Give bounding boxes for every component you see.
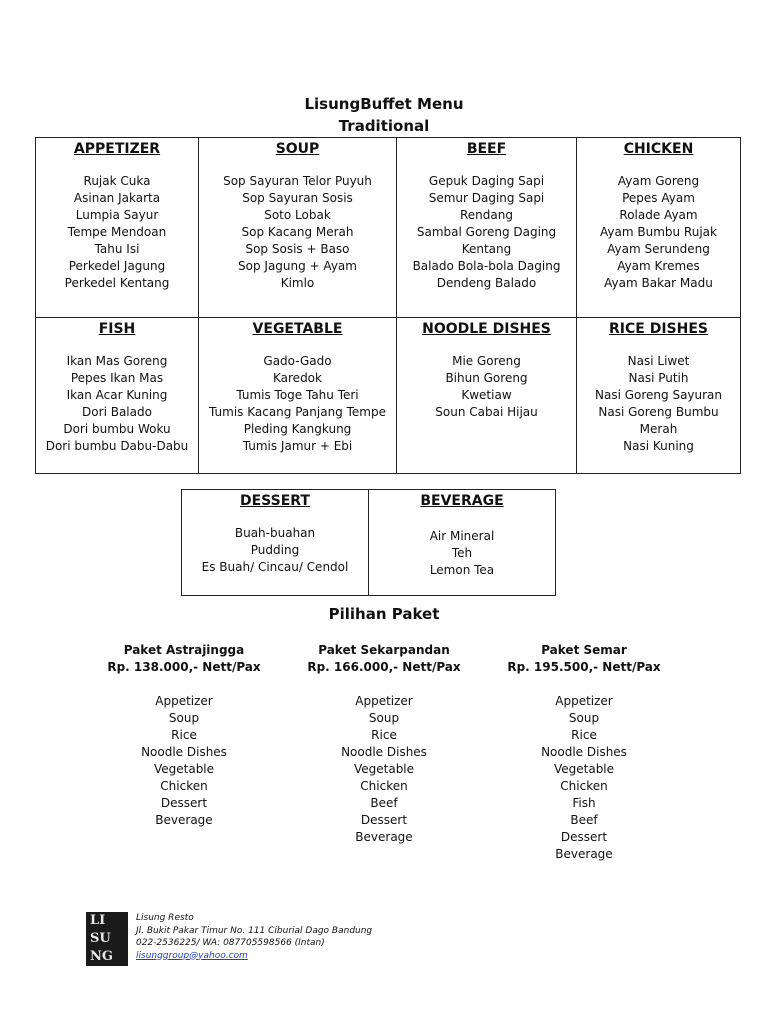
category-heading: CHICKEN <box>623 141 694 157</box>
menu-item: Kentang <box>461 242 512 256</box>
package-name: Paket Semar <box>541 643 627 657</box>
resto-address: Jl. Bukit Pakar Timur No. 111 Ciburial Dago Bandung <box>136 925 373 936</box>
package-items <box>484 693 684 863</box>
menu-item: Semur Daging Sapi <box>428 191 545 205</box>
menu-item: Noodle Dishes <box>141 745 227 759</box>
menu-item: Tumis Jamur + Ebi <box>242 439 353 453</box>
menu-item: Sop Sayuran Telor Puyuh <box>223 174 372 188</box>
menu-item: Ayam Goreng <box>617 174 700 188</box>
package-sekarpandan <box>284 642 484 846</box>
menu-item: Lumpia Sayur <box>75 208 159 222</box>
category-cell-dessert <box>182 490 369 596</box>
dessert-row <box>182 490 556 596</box>
package-name: Paket Astrajingga <box>123 643 245 657</box>
menu-item: Dessert <box>560 830 608 844</box>
lisung-logo <box>86 912 128 966</box>
menu-item: Merah <box>639 422 678 436</box>
menu-item: Vegetable <box>353 762 415 776</box>
menu-item: Tahu Isi <box>94 242 140 256</box>
category-cell-chicken <box>577 138 741 318</box>
menu-item: Ayam Kremes <box>617 259 700 273</box>
category-heading: NOODLE DISHES <box>422 321 551 337</box>
menu-item: Chicken <box>360 779 408 793</box>
category-heading: VEGETABLE <box>252 321 343 337</box>
menu-item: Sop Jagung + Ayam <box>238 259 357 273</box>
email-link[interactable]: lisunggroup@yahoo.com <box>136 950 248 961</box>
resto-name: Lisung Resto <box>136 913 194 923</box>
menu-item: Dessert <box>360 813 408 827</box>
menu-item: Rujak Cuka <box>83 174 151 188</box>
menu-item: Pepes Ayam <box>622 191 695 205</box>
menu-item: Beverage <box>155 813 213 827</box>
menu-item: Dessert <box>160 796 208 810</box>
category-cell-rice-dishes <box>577 318 741 474</box>
category-items <box>182 525 368 576</box>
menu-grid <box>35 137 741 474</box>
menu-item: Pudding <box>250 543 300 557</box>
menu-item: Appetizer <box>155 694 213 708</box>
menu-item: Appetizer <box>355 694 413 708</box>
contact-block <box>136 912 372 962</box>
category-items <box>397 173 576 292</box>
menu-item: Ikan Mas Goreng <box>66 354 168 368</box>
category-items <box>199 353 396 455</box>
category-items <box>369 528 555 579</box>
package-price: Rp. 138.000,- Nett/Pax <box>107 660 261 674</box>
menu-item: Air Mineral <box>429 529 495 543</box>
menu-item: Ayam Bakar Madu <box>604 276 713 290</box>
category-cell-vegetable <box>199 318 397 474</box>
menu-row-2 <box>36 318 741 474</box>
category-heading: FISH <box>98 321 136 337</box>
menu-item: Appetizer <box>555 694 613 708</box>
menu-item: Balado Bola-bola Daging <box>412 259 561 273</box>
logo-letters-3: NG <box>90 949 113 964</box>
category-cell-soup <box>199 138 397 318</box>
menu-item: Rice <box>371 728 397 742</box>
category-items <box>577 353 740 455</box>
menu-item: Rendang <box>460 208 513 222</box>
menu-item: Kimlo <box>280 276 315 290</box>
category-heading: SOUP <box>275 141 320 157</box>
category-heading: RICE DISHES <box>609 321 708 337</box>
menu-item: Vegetable <box>553 762 615 776</box>
package-price: Rp. 195.500,- Nett/Pax <box>507 660 661 674</box>
menu-item: Asinan Jakarta <box>73 191 161 205</box>
menu-item: Pleding Kangkung <box>243 422 352 436</box>
packages-heading: Pilihan Paket <box>328 605 440 623</box>
dessert-grid <box>181 489 556 596</box>
menu-item: Soup <box>368 711 400 725</box>
menu-item: Soun Cabai Hijau <box>435 405 538 419</box>
menu-item: Rice <box>571 728 597 742</box>
menu-item: Lemon Tea <box>429 563 495 577</box>
package-semar <box>484 642 684 863</box>
menu-row-1 <box>36 138 741 318</box>
category-cell-beef <box>397 138 577 318</box>
menu-item: Noodle Dishes <box>541 745 627 759</box>
menu-item: Soup <box>168 711 200 725</box>
menu-item: Perkedel Kentang <box>64 276 170 290</box>
menu-item: Beverage <box>355 830 413 844</box>
category-heading: BEEF <box>466 141 507 157</box>
menu-item: Beef <box>370 796 398 810</box>
menu-item: Nasi Goreng Sayuran <box>594 388 723 402</box>
category-heading: DESSERT <box>240 493 310 509</box>
menu-item: Chicken <box>560 779 608 793</box>
logo-letters-1: LI <box>90 913 106 928</box>
menu-item: Karedok <box>273 371 322 385</box>
menu-item: Bihun Goreng <box>445 371 528 385</box>
category-heading: APPETIZER <box>73 141 161 157</box>
menu-item: Teh <box>451 546 473 560</box>
menu-item: Dendeng Balado <box>436 276 537 290</box>
menu-item: Sop Sosis + Baso <box>245 242 350 256</box>
menu-item: Buah-buahan <box>234 526 316 540</box>
category-items <box>36 353 198 455</box>
menu-item: Nasi Putih <box>628 371 689 385</box>
menu-item: Es Buah/ Cincau/ Cendol <box>201 560 349 574</box>
menu-item: Soto Lobak <box>264 208 331 222</box>
menu-item: Soup <box>568 711 600 725</box>
menu-title: LisungBuffet Menu <box>304 95 464 113</box>
category-cell-fish <box>36 318 199 474</box>
menu-item: Nasi Goreng Bumbu <box>598 405 719 419</box>
menu-item: Sop Sayuran Sosis <box>242 191 353 205</box>
menu-item: Rolade Ayam <box>619 208 698 222</box>
menu-item: Gado-Gado <box>263 354 332 368</box>
logo-letters-2: SU <box>90 931 111 946</box>
menu-item: Ayam Bumbu Rujak <box>600 225 717 239</box>
package-price: Rp. 166.000,- Nett/Pax <box>307 660 461 674</box>
menu-item: Rice <box>171 728 197 742</box>
menu-item: Kwetiaw <box>461 388 512 402</box>
category-items <box>36 173 198 292</box>
category-cell-noodle-dishes <box>397 318 577 474</box>
menu-item: Beverage <box>555 847 613 861</box>
menu-item: Beef <box>570 813 598 827</box>
package-name: Paket Sekarpandan <box>318 643 450 657</box>
menu-item: Sop Kacang Merah <box>241 225 354 239</box>
menu-item: Perkedel Jagung <box>68 259 166 273</box>
menu-subtitle: Traditional <box>338 117 430 135</box>
category-cell-appetizer <box>36 138 199 318</box>
category-cell-beverage <box>369 490 556 596</box>
menu-item: Dori bumbu Dabu-Dabu <box>45 439 189 453</box>
menu-item: Fish <box>572 796 596 810</box>
menu-item: Noodle Dishes <box>341 745 427 759</box>
package-items <box>284 693 484 846</box>
resto-phone: 022-2536225/ WA: 087705598566 (Intan) <box>136 938 325 948</box>
menu-item: Ikan Acar Kuning <box>66 388 168 402</box>
menu-item: Chicken <box>160 779 208 793</box>
menu-item: Pepes Ikan Mas <box>70 371 164 385</box>
menu-item: Tempe Mendoan <box>67 225 167 239</box>
menu-item: Nasi Liwet <box>627 354 690 368</box>
menu-item: Dori bumbu Woku <box>63 422 171 436</box>
package-astrajingga <box>84 642 284 829</box>
menu-item: Dori Balado <box>82 405 152 419</box>
category-items <box>397 353 576 421</box>
category-items <box>199 173 396 292</box>
menu-item: Nasi Kuning <box>623 439 694 453</box>
footer <box>86 912 416 968</box>
menu-item: Tumis Toge Tahu Teri <box>236 388 359 402</box>
menu-item: Ayam Serundeng <box>607 242 710 256</box>
menu-item: Mie Goreng <box>452 354 521 368</box>
category-items <box>577 173 740 292</box>
menu-item: Tumis Kacang Panjang Tempe <box>209 405 386 419</box>
menu-item: Sambal Goreng Daging <box>416 225 557 239</box>
menu-item: Gepuk Daging Sapi <box>428 174 545 188</box>
package-items <box>84 693 284 829</box>
menu-item: Vegetable <box>153 762 215 776</box>
category-heading: BEVERAGE <box>420 493 504 509</box>
